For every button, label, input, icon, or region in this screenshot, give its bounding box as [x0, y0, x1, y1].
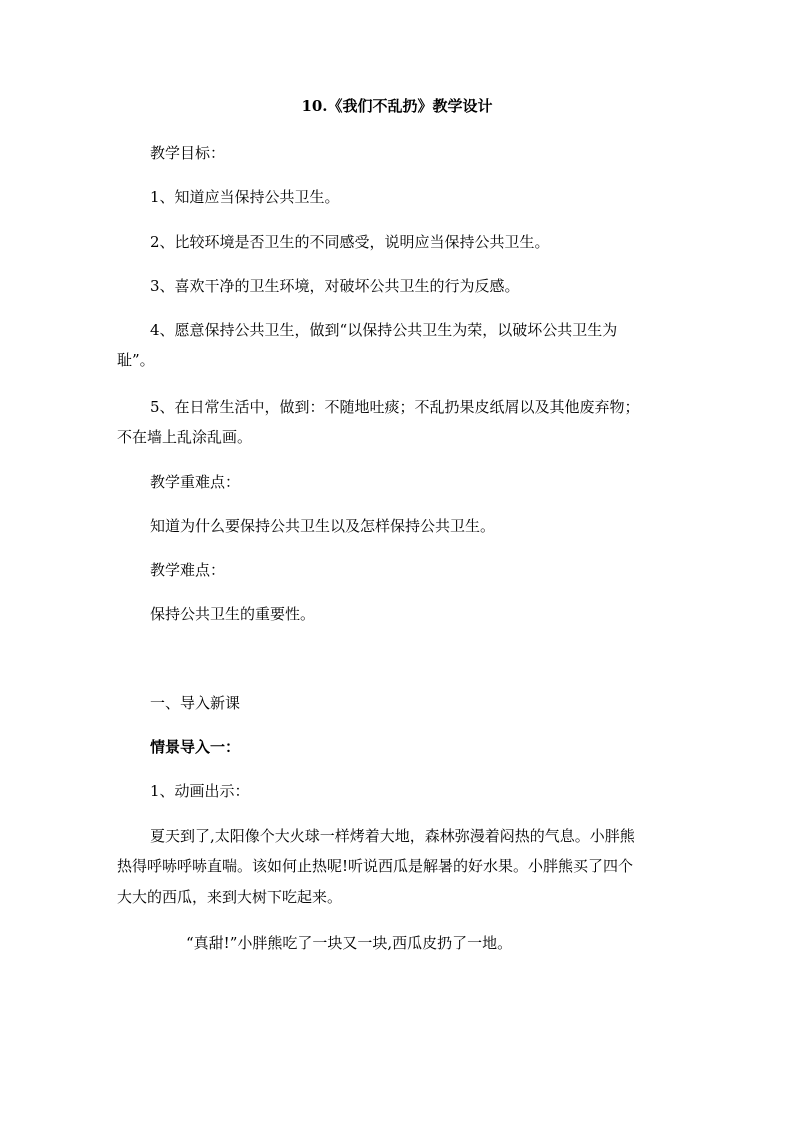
section-1-heading: 一、导入新课: [150, 694, 241, 712]
story-line-4: “真甜!”小胖熊吃了一块又一块,西瓜皮扔了一地。: [186, 934, 513, 952]
document-title: 10.《我们不乱扔》教学设计: [301, 97, 493, 115]
objectives-heading: 教学目标：: [150, 144, 226, 162]
objective-5-line-1: 5、在日常生活中，做到：不随地吐痰；不乱扔果皮纸屑以及其他废弃物；: [150, 398, 640, 416]
objective-4-line-1: 4、愿意保持公共卫生，做到“以保持公共卫生为荣，以破坏公共卫生为: [150, 321, 618, 339]
story-line-1: 夏天到了,太阳像个大火球一样烤着大地，森林弥漫着闷热的气息。小胖熊: [150, 827, 635, 845]
story-line-2: 热得呼哧呼哧直喘。该如何止热呢!听说西瓜是解暑的好水果。小胖熊买了四个: [117, 857, 634, 875]
scenario-heading: 情景导入一：: [150, 738, 241, 756]
key-points-heading: 教学重难点：: [150, 473, 241, 491]
story-line-3: 大大的西瓜，来到大树下吃起来。: [117, 888, 343, 906]
difficulty-text: 保持公共卫生的重要性。: [150, 605, 316, 623]
objective-3: 3、喜欢干净的卫生环境，对破坏公共卫生的行为反感。: [150, 277, 520, 295]
key-points-text: 知道为什么要保持公共卫生以及怎样保持公共卫生。: [150, 517, 496, 535]
animation-label: 1、动画出示：: [150, 782, 250, 800]
objective-4-line-2: 耻”。: [117, 351, 155, 369]
objective-2: 2、比较环境是否卫生的不同感受，说明应当保持公共卫生。: [150, 233, 550, 251]
objective-1: 1、知道应当保持公共卫生。: [150, 188, 340, 206]
objective-5-line-2: 不在墙上乱涂乱画。: [117, 428, 253, 446]
difficulty-heading: 教学难点：: [150, 561, 226, 579]
